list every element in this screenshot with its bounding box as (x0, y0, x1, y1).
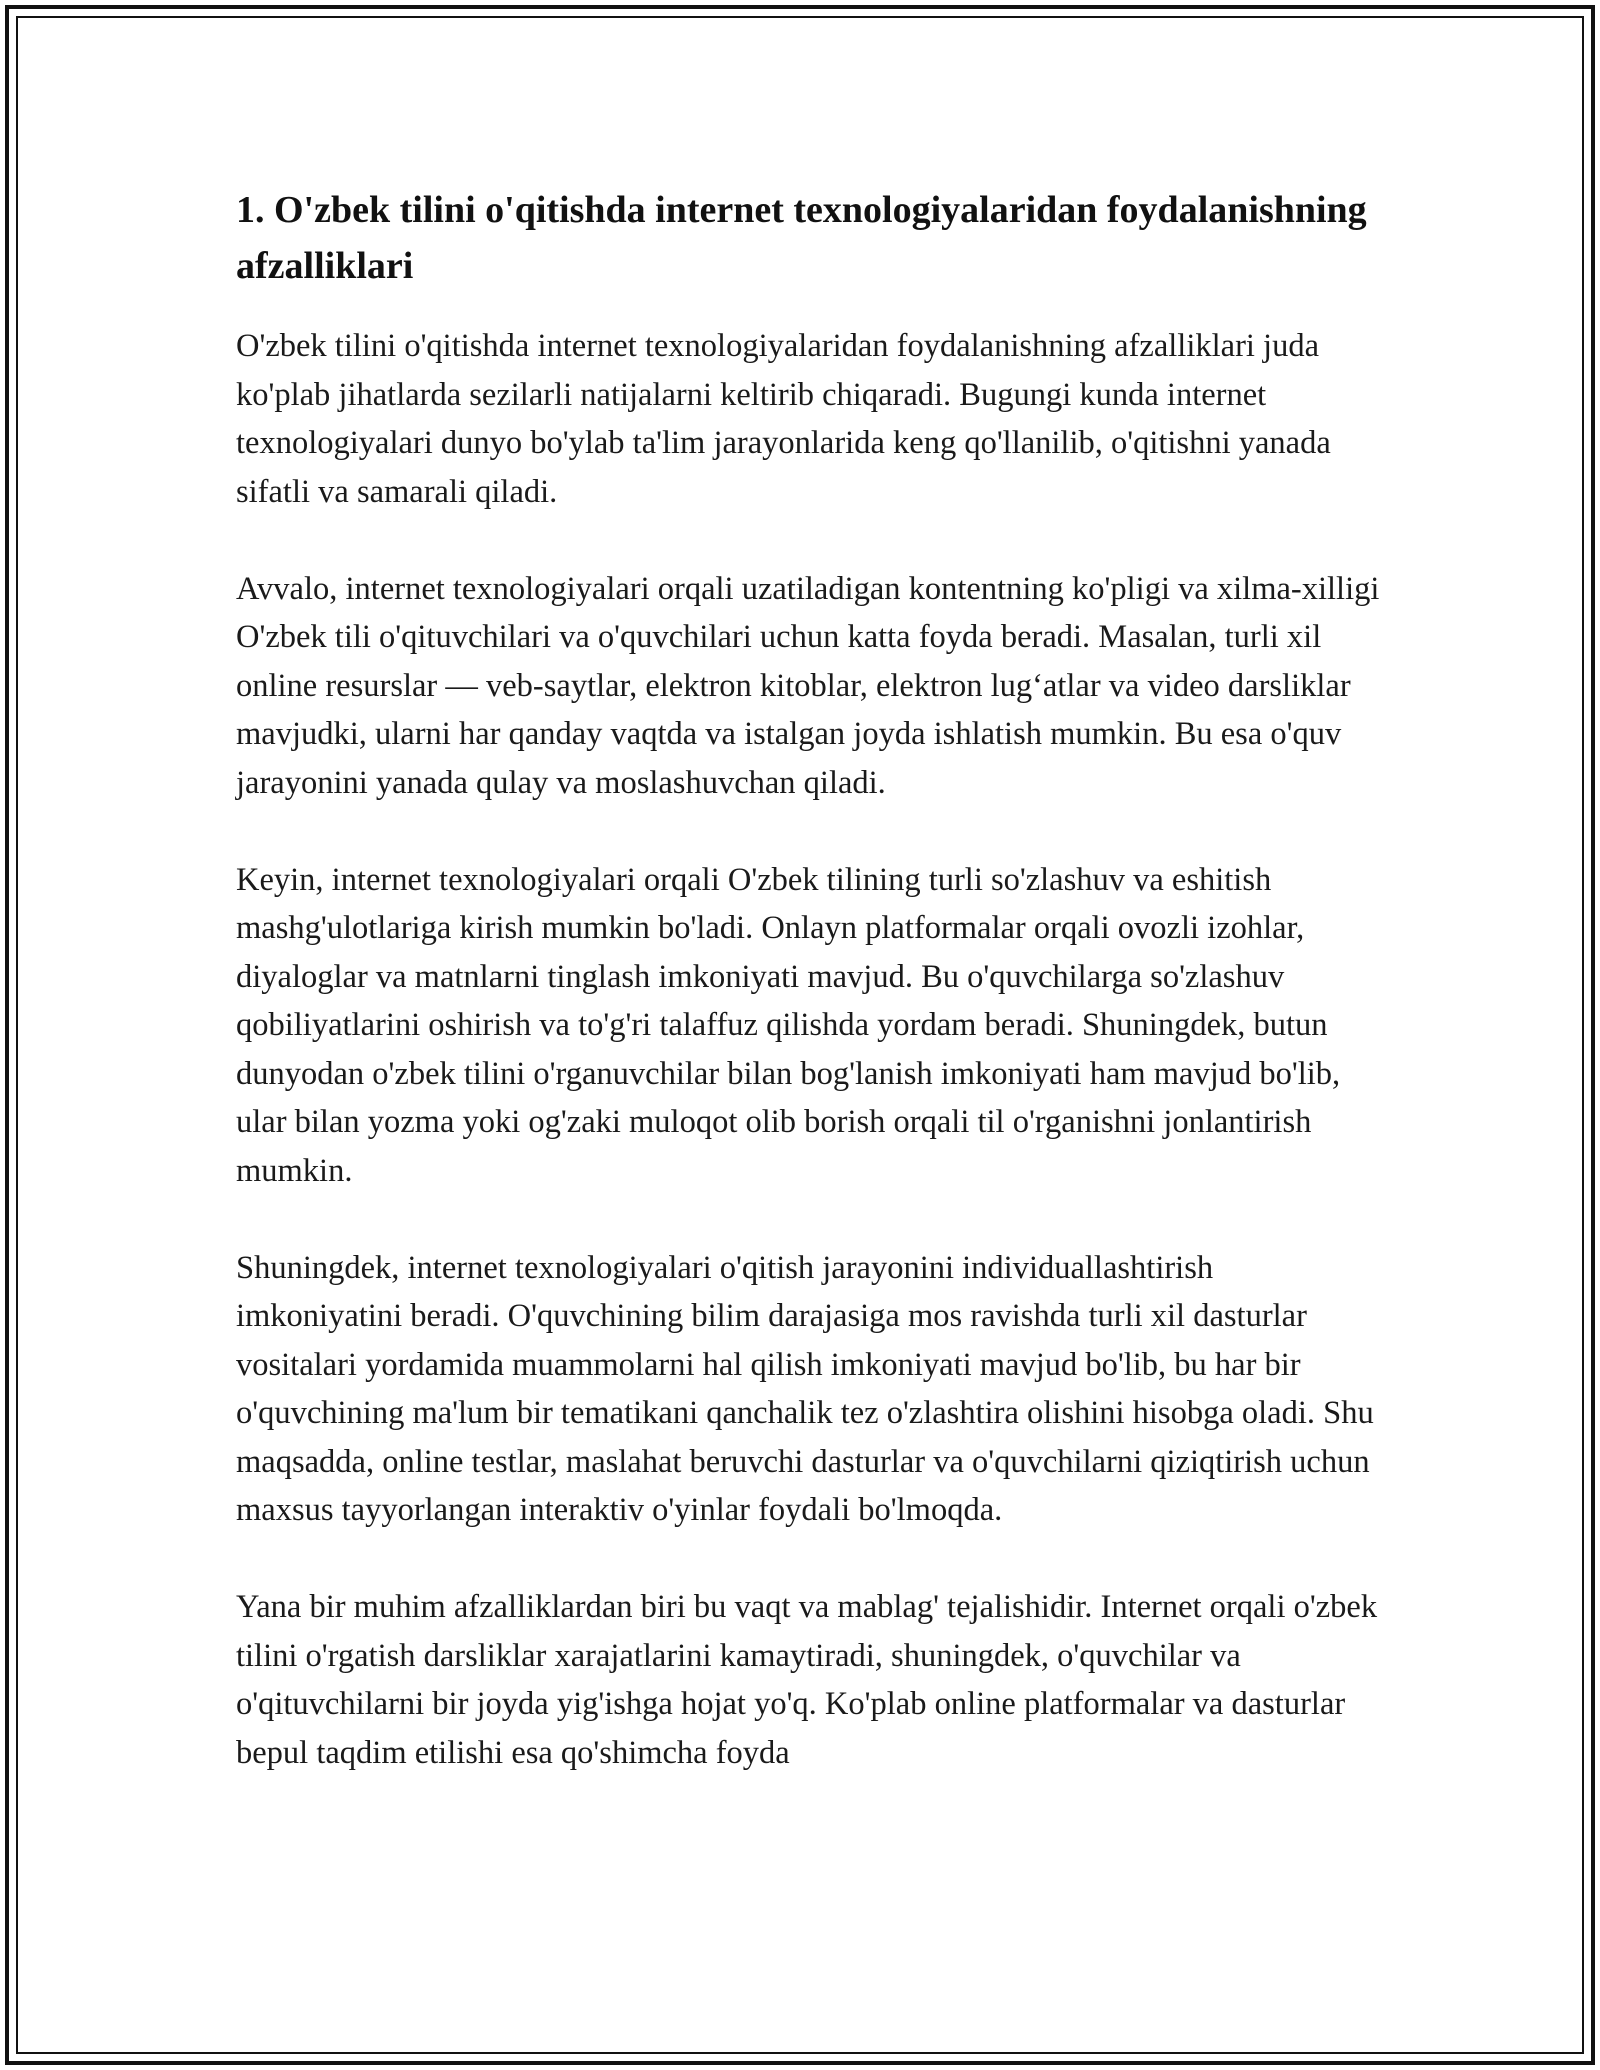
paragraph-speaking-listening: Keyin, internet texnologiyalari orqali O'zbek tilining turli so'zlashuv va eshitish mashg'ulotlariga kirish mumkin bo'ladi. Onlayn platformalar orqali ovozli izohlar, diyaloglar va matnlarni tinglash imkoniyati mavjud. Bu o'quvchilarga so'zlashuv qobiliyatlarini oshirish va to'g'ri talaffuz qilishda yordam beradi. Shuningdek, butun dunyodan o'zbek tilini o'rganuvchilar bilan bog'lanish imkoniyati ham mavjud bo'lib, ular bilan yozma yoki og'zaki muloqot olib borish orqali til o'rganishni jonlantirish mumkin. (236, 861, 1341, 1189)
paragraph-intro: O'zbek tilini o'qitishda internet texnologiyalaridan foydalanishning afzalliklari juda ko'plab jihatlarda sezilarli natijalarni keltirib chiqaradi. Bugungi kunda internet texnologiyalari dunyo bo'ylab ta'lim jarayonlarida keng qo'llanilib, o'qitishni yanada sifatli va samarali qiladi. (236, 328, 1331, 510)
paragraph-time-cost-saving: Yana bir muhim afzalliklardan biri bu vaqt va mablag' tejalishidir. Internet orqali o'zbek tilini o'rgatish darsliklar xarajatlarini kamaytiradi, shuningdek, o'quvchilar va o'qituvchilarni bir joyda yig'ishga hojat yo'q. Ko'plab online platformalar va dasturlar bepul taqdim etilishi esa qo'shimcha foyda (236, 1589, 1378, 1771)
paragraph-individualization: Shuningdek, internet texnologiyalari o'qitish jarayonini individuallashtirish imkoniyatini beradi. O'quvchining bilim darajasiga mos ravishda turli xil dasturlar vositalari yordamida muammolarni hal qilish imkoniyati mavjud bo'lib, bu har bir o'quvchining ma'lum bir tematikani qanchalik tez o'zlashtira olishini hisobga oladi. Shu maqsadda, online testlar, maslahat beruvchi dasturlar va o'quvchilarni qiziqtirish uchun maxsus tayyorlangan interaktiv o'yinlar foydali bo'lmoqda. (236, 1249, 1374, 1528)
document-body (236, 182, 1386, 1826)
section-heading: 1. O'zbek tilini o'qitishda internet texnologiyalaridan foydalanishning afzalliklari (236, 189, 1367, 287)
paragraph-content-variety: Avvalo, internet texnologiyalari orqali uzatiladigan kontentning ko'pligi va xilma-xilligi O'zbek tili o'qituvchilari va o'quvchilari uchun katta foyda beradi. Masalan, turli xil online resurslar — veb-saytlar, elektron kitoblar, elektron lug‘atlar va video darsliklar mavjudki, ularni har qanday vaqtda va istalgan joyda ishlatish mumkin. Bu esa o'quv jarayonini yanada qulay va moslashuvchan qiladi. (236, 570, 1380, 801)
